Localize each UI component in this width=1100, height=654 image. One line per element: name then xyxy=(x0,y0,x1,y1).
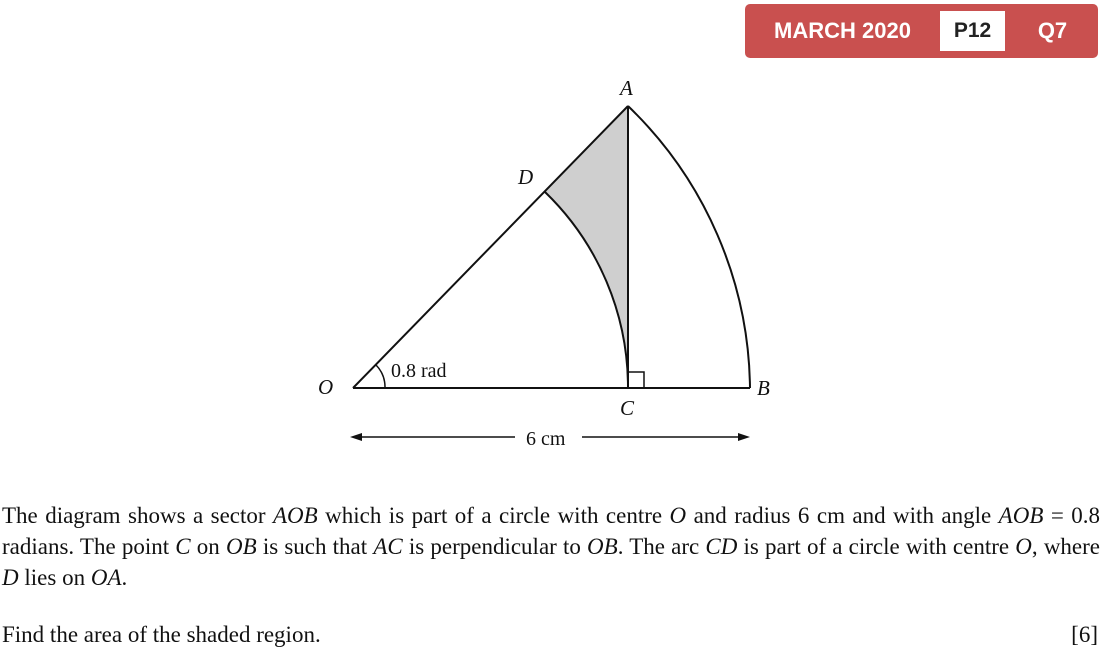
line-OA xyxy=(353,106,628,388)
question-number-label: Q7 xyxy=(1037,18,1068,43)
point-label-C: C xyxy=(620,396,635,420)
angle-label: 0.8 rad xyxy=(391,360,447,382)
right-angle-marker xyxy=(628,372,644,388)
arrowhead-left xyxy=(350,433,362,441)
question-statement: The diagram shows a sector AOB which is part of a circle with centre O and radius 6 cm and with angle AOB = 0.8 radians. The point C on OB is such that AC is perpendicular to OB. The arc CD is part of a circle with centre O, where D lies on OA. xyxy=(2,503,1100,590)
paper-number-label: P12 xyxy=(940,11,1005,51)
exam-date-label: MARCH 2020 xyxy=(774,18,911,43)
arc-AB xyxy=(628,106,750,388)
question-task: Find the area of the shaded region. xyxy=(2,622,321,647)
marks-allocation: [6] xyxy=(1071,622,1098,647)
point-label-O: O xyxy=(318,375,334,399)
length-label: 6 cm xyxy=(526,428,566,450)
point-label-A: A xyxy=(620,76,633,100)
point-label-B: B xyxy=(757,376,770,400)
angle-arc-O xyxy=(376,365,385,388)
point-label-D: D xyxy=(518,165,534,189)
arrowhead-right xyxy=(738,433,750,441)
